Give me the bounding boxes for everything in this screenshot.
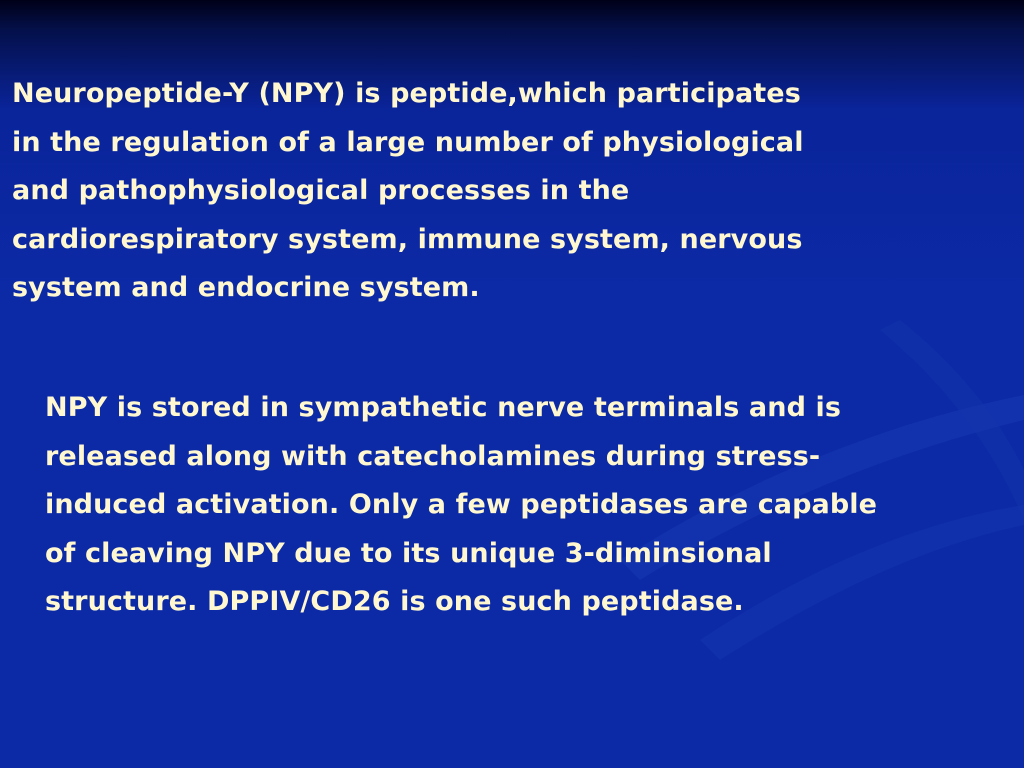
text-line: Neuropeptide-Y (NPY) is peptide,which participates	[12, 78, 801, 109]
text-line: system and endocrine system.	[12, 272, 480, 303]
text-line: structure. DPPIV/CD26 is one such peptidase.	[45, 586, 744, 617]
text-line: released along with catecholamines during stress-	[45, 440, 821, 472]
text-line: and pathophysiological processes in the	[12, 175, 630, 206]
text-line: NPY is stored in sympathetic nerve terminals and is	[45, 392, 842, 423]
text-line: in the regulation of a large number of physiological	[12, 126, 804, 158]
text-line: cardiorespiratory system, immune system, nervous	[12, 223, 803, 255]
paragraph-npy-storage	[45, 384, 1020, 627]
paragraph-npy-definition	[12, 70, 962, 313]
text-line: of cleaving NPY due to its unique 3-diminsional	[45, 537, 772, 569]
text-line: induced activation. Only a few peptidases are capable	[45, 489, 878, 520]
